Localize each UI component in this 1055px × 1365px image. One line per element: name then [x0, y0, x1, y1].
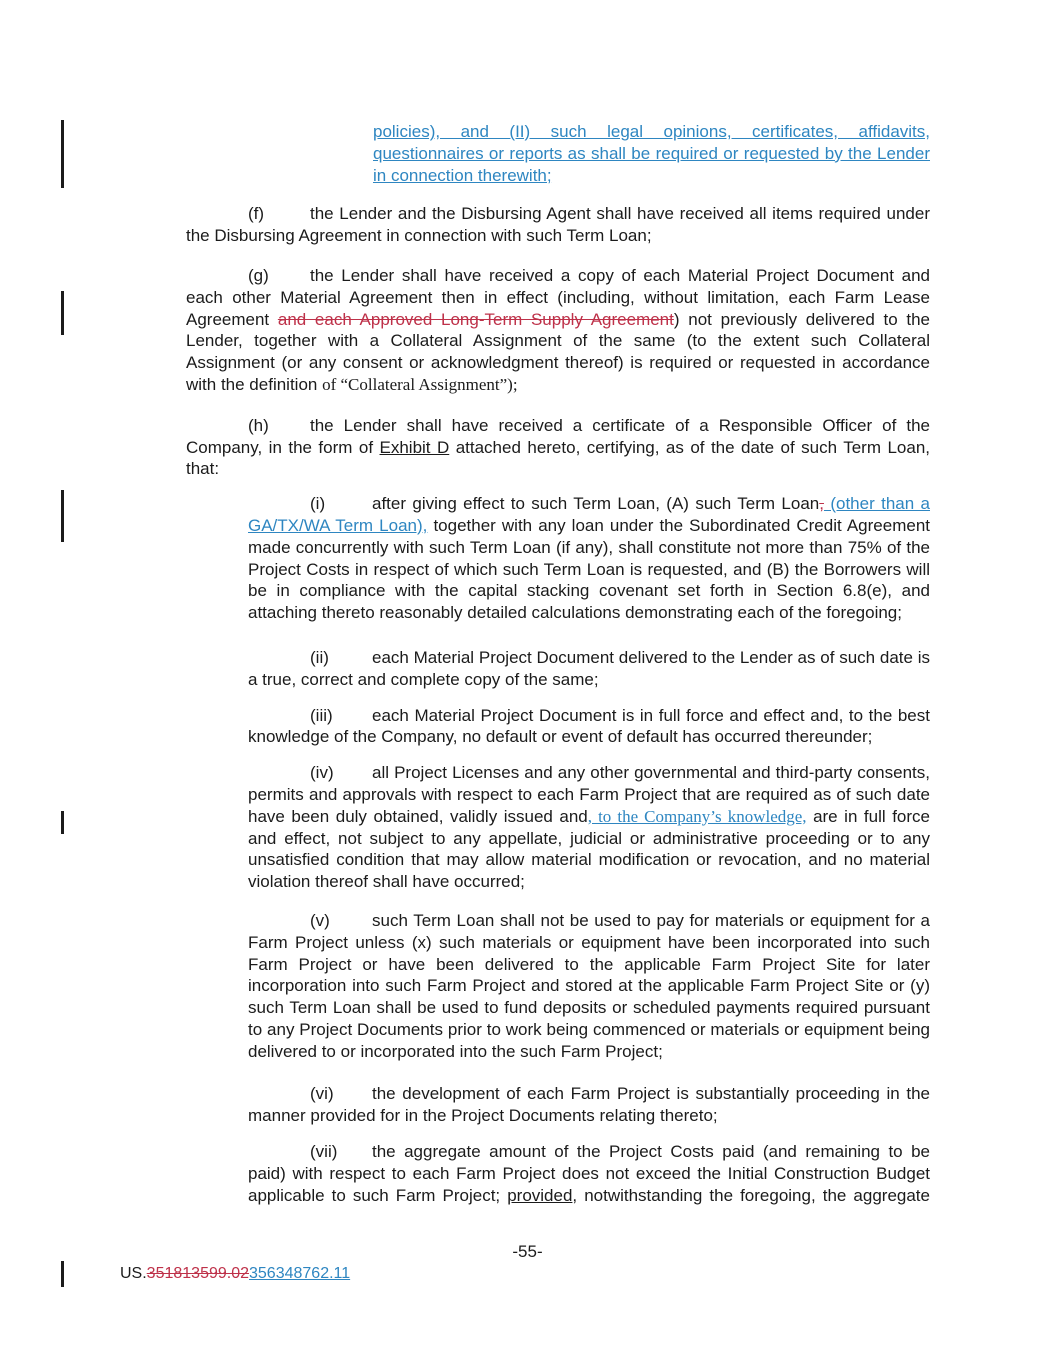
- inserted-text: (other than a GA/TX/WA Term Loan),: [248, 494, 930, 535]
- item-i-paragraph: [248, 493, 930, 624]
- item-i-label: (i): [310, 494, 326, 514]
- clause-h-text-1: the Lender shall have received a certificate of a Responsible Officer of the Company, in the form of: [186, 415, 930, 457]
- item-iii-label: (iii): [310, 705, 333, 725]
- change-bar: [61, 490, 64, 542]
- item-vi-paragraph: [248, 1083, 930, 1127]
- item-v-text: such Term Loan shall not be used to pay for materials or equipment for a Farm Project unless (x) such materials or equipment have been incorporated into such Farm Project or have been delivered to the applicable Farm Project Site for later incorporation into such Farm Project and stored at the applicable Farm Project Site or (y) such Term Loan shall be used to fund deposits or scheduled payments required pursuant to any Project Documents prior to work being commenced or materials or equipment being delivered to or incorporated into the such Farm Project;: [248, 910, 930, 1061]
- clause-g-text-1: the Lender shall have received a copy of each Material Project Document and each other Material Agreement then in effect (including, without limitation, each Farm Lease Agreement: [186, 265, 930, 329]
- item-v-label: (v): [310, 910, 330, 930]
- inserted-text: , to the Company’s knowledge,: [587, 806, 807, 826]
- item-iv-text-1: all Project Licenses and any other governmental and third-party consents, permits and approvals with respect to each Farm Project that are required as of such date have been duly obtained, validly issued and: [248, 763, 930, 826]
- clause-f-paragraph: [186, 203, 930, 247]
- page-content: [186, 121, 930, 1206]
- clause-g-text-3: of “Collateral Assignment”);: [322, 374, 518, 394]
- item-ii-label: (ii): [310, 647, 329, 667]
- clause-f-label: (f): [248, 204, 265, 224]
- clause-g-label: (g): [248, 265, 269, 285]
- change-bar: [61, 811, 64, 834]
- item-iv-label: (iv): [310, 763, 334, 783]
- clause-h-label: (h): [248, 415, 269, 435]
- doc-id-inserted: 356348762.11: [249, 1265, 351, 1282]
- item-ii-text: each Material Project Document delivered to the Lender as of such date is a true, correct and complete copy of the same;: [248, 647, 930, 689]
- item-vii-text-1: the aggregate amount of the Project Costs paid (and remaining to be paid) with respect to each Farm Project does not exceed the Initial Construction Budget applicable to such Farm Project;: [248, 1142, 930, 1205]
- item-iii-text: each Material Project Document is in full force and effect and, to the best knowledge of the Company, no default or event of default has occurred thereunder;: [248, 705, 930, 747]
- doc-id-prefix: US.: [120, 1265, 147, 1282]
- item-vii-label: (vii): [310, 1142, 338, 1162]
- change-bar: [61, 291, 64, 335]
- item-vi-text: the development of each Farm Project is substantially proceeding in the manner provided for in the Project Documents relating thereto;: [248, 1084, 930, 1126]
- change-bar: [61, 1261, 64, 1287]
- carryover-insertion-paragraph: [373, 121, 930, 186]
- item-i-text-2: together with any loan under the Subordinated Credit Agreement made concurrently with such Term Loan (if any), shall constitute not more than 75% of the Project Costs in respect of which such Term Loan is requested, and (B) the Borrowers will be in compliance with the capital stacking covenant set forth in Section 6.8(e), and attaching thereto reasonably detailed calculations demonstrating each of the foregoing;: [248, 515, 930, 623]
- item-iv-paragraph: [248, 762, 930, 893]
- item-vii-text-2: , notwithstanding the foregoing, the aggregate: [572, 1185, 930, 1205]
- inserted-text: policies), and (II) such legal opinions, certificates, affidavits, questionnaires or reports as shall be required or requested by the Lender in connection therewith;: [373, 122, 930, 185]
- document-id: [120, 1263, 350, 1285]
- clause-h-text-2: attached hereto, certifying, as of the date of such Term Loan, that:: [186, 437, 930, 479]
- clause-f-text: the Lender and the Disbursing Agent shall have received all items required under the Disbursing Agreement in connection with such Term Loan;: [186, 204, 930, 246]
- doc-id-deleted: 351813599.02: [146, 1265, 249, 1282]
- clause-g-text-2: ) not previously delivered to the Lender, together with a Collateral Assignment of the same (to the extent such Collateral Assignment (or any consent or acknowledgment thereof) is required or requested in accordance with the definition: [186, 309, 930, 394]
- item-iii-paragraph: [248, 705, 930, 749]
- deleted-text: ,: [819, 494, 824, 514]
- item-vii-paragraph: [248, 1141, 930, 1206]
- page-number: -55-: [512, 1242, 543, 1261]
- item-v-paragraph: [248, 910, 930, 1063]
- clause-g-paragraph: [186, 265, 930, 396]
- exhibit-d-reference: Exhibit D: [379, 437, 450, 457]
- change-bar: [61, 120, 64, 188]
- clause-h-paragraph: [186, 415, 930, 480]
- deleted-text: and each Approved Long-Term Supply Agreement: [277, 309, 674, 329]
- provided-reference: provided: [507, 1185, 573, 1205]
- item-iv-text-2: are in full force and effect, not subject to any appellate, judicial or administrative proceeding or to any unsatisfied condition that may allow material modification or revocation, and no material violation thereof shall have occurred;: [248, 806, 930, 892]
- item-i-text-1: after giving effect to such Term Loan, (A) such Term Loan: [372, 494, 820, 514]
- item-ii-paragraph: [248, 647, 930, 691]
- item-vi-label: (vi): [310, 1084, 334, 1104]
